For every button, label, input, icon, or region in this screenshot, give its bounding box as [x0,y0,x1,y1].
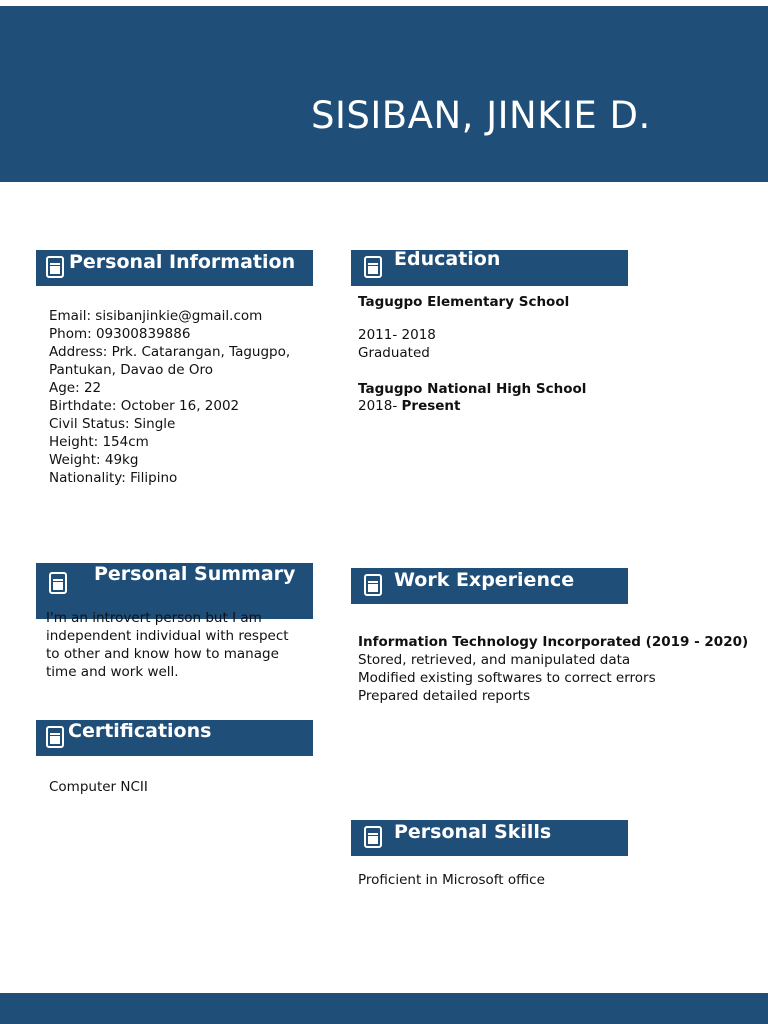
email-line: Email: sisibanjinkie@gmail.com [49,308,263,324]
work-experience-header [351,568,628,604]
school-2-name: Tagugpo National High School [358,381,587,397]
work-duties [358,651,656,705]
work-company: Information Technology Incorporated (2019 - 2020) [358,634,749,650]
window-icon [364,574,382,596]
window-icon [46,256,64,278]
work-experience-title: Work Experience [394,569,575,591]
personal-summary-text [46,609,289,681]
school-1-status: Graduated [358,345,430,361]
phone-line: Phom: 09300839886 [49,326,191,342]
summary-line: independent individual with respect [46,628,289,644]
certifications-title: Certifications [68,720,212,742]
personal-skills-header [351,820,628,856]
skill-item: Proficient in Microsoft office [358,872,545,888]
certifications-header [36,720,313,756]
height-line: Height: 154cm [49,434,149,450]
personal-summary-title: Personal Summary [94,563,296,585]
window-icon [364,256,382,278]
weight-line: Weight: 49kg [49,452,139,468]
birthdate-line: Birthdate: October 16, 2002 [49,398,240,414]
age-line: Age: 22 [49,380,102,396]
work-duty-item: Modified existing softwares to correct errors [358,670,656,686]
window-icon [49,572,67,594]
window-icon [46,726,64,748]
education-title: Education [394,248,501,270]
window-icon [364,826,382,848]
school-2-year-start: 2018- [358,398,398,414]
education-header [351,250,628,286]
personal-skills-title: Personal Skills [394,821,552,843]
summary-line: time and work well. [46,664,179,680]
civil-status-line: Civil Status: Single [49,416,176,432]
address-line-2: Pantukan, Davao de Oro [49,362,213,378]
summary-line: to other and know how to manage [46,646,279,662]
personal-information-header [36,250,313,286]
resume-name: SISIBAN, JINKIE D. [311,94,651,137]
footer-banner [0,993,768,1024]
school-1-name: Tagugpo Elementary School [358,294,570,310]
nationality-line: Nationality: Filipino [49,470,178,486]
summary-line: I'm an introvert person but I am [46,610,262,626]
personal-information-title: Personal Information [69,251,296,273]
address-line: Address: Prk. Catarangan, Tagugpo, [49,344,291,360]
school-2-year-end: Present [401,398,461,414]
certification-item: Computer NCII [49,779,148,795]
personal-information-details [49,307,290,487]
work-duty-item: Stored, retrieved, and manipulated data [358,652,631,668]
school-1-years: 2011- 2018 [358,327,436,343]
work-duty-item: Prepared detailed reports [358,688,531,704]
school-2-years [358,397,461,415]
